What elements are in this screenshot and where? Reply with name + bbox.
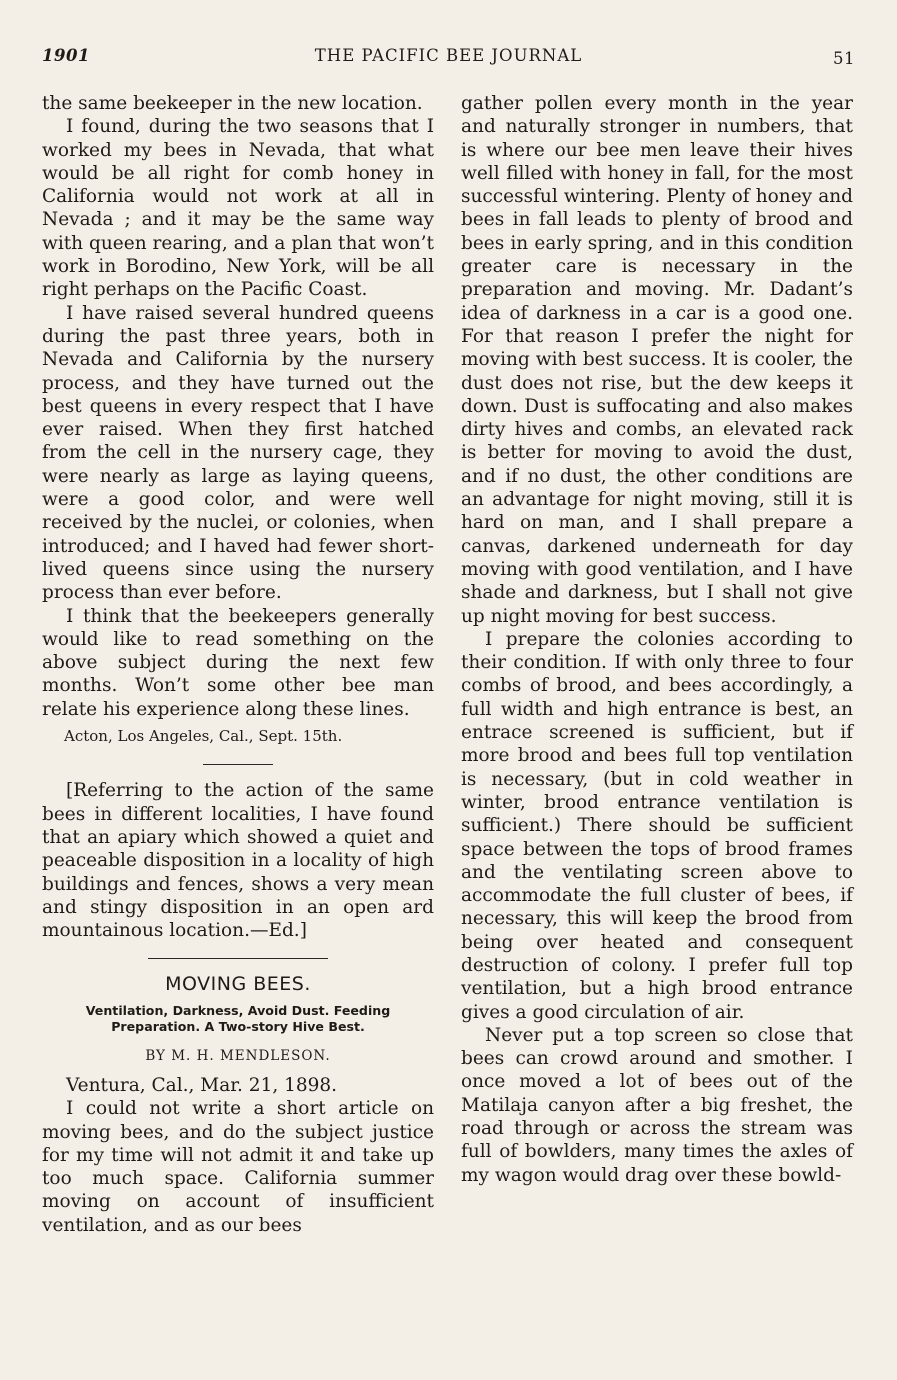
paragraph: I prepare the colonies according to their condition. If with only three to four combs of brood, and bees accordingly, a full width and high entrance is best, an entrace screened is sufficient, but if more brood and bees full top ventilation is necessary, (but in cold weather in winter, brood entrance ventilation is sufficient.) There should be sufficient space between the tops of brood frames and the ventilating screen above to accommodate the full cluster of bees, if necessary, this will keep the brood from being over heated and consequent destruction of colony. I prefer full top ventilation, but a high brood entrance gives a good circulation of air. <box>461 628 853 1023</box>
header-year: 1901 <box>42 46 90 65</box>
right-column <box>461 92 853 1187</box>
running-head <box>42 46 855 70</box>
paragraph: gather pollen every month in the year and naturally stronger in numbers, that is where our bee men leave their hives well filled with honey in fall, for the most successful wintering. Plenty of honey and bees in fall leads to plenty of brood and bees in early spring, and in this condition greater care is necessary in the preparation and moving. Mr. Dadant’s idea of darkness in a car is a good one. For that reason I prefer the night for moving with best success. It is cooler, the dust does not rise, but the dew keeps it down. Dust is suffocating and also makes dirty hives and combs, an elevated rack is better for moving to avoid the dust, and if no dust, the other conditions are an advantage for night moving, still it is hard on man, and I shall prepare a canvas, darkened underneath for day moving with good ventilation, and I have shade and darkness, but I shall not give up night moving for best success. <box>461 93 853 627</box>
article-divider <box>148 958 328 959</box>
article-byline: BY M. H. MENDLESON. <box>145 1047 331 1064</box>
paragraph: Never put a top screen so close that bees can crowd around and smother. I once moved a lot of bees out of the Matilaja canyon after a big freshet, the road through or across the stream was full of bowlders, many times the axles of my wagon would drag over these bowld- <box>461 1024 853 1186</box>
paragraph: I think that the beekeepers generally would like to read something on the above subject during the next few months. Won’t some other bee man relate his experience along these lines. <box>42 605 434 720</box>
letter-signature: Acton, Los Angeles, Cal., Sept. 15th. <box>64 727 343 746</box>
editor-note: [Referring to the action of the same bees in different localities, I have found that an apiary which showed a quiet and peaceable disposition in a locality of high buildings and fences, shows a very mean and stingy disposition in an open ard mountainous location.—Ed.] <box>42 780 434 942</box>
paragraph: I have raised several hundred queens during the past three years, both in Nevada and California by the nursery process, and they have turned out the best queens in every respect that I have ever raised. When they first hatched from the cell in the nursery cage, they were nearly as large as laying queens, were a good color, and were well received by the nuclei, or colonies, when introduced; and I haved had fewer short-lived queens since using the nursery process than ever before. <box>42 302 434 604</box>
page-number: 51 <box>833 49 855 68</box>
article-subtitle: Ventilation, Darkness, Avoid Dust. Feeding Preparation. A Two-story Hive Best. <box>85 1002 391 1034</box>
paragraph: I found, during the two seasons that I worked my bees in Nevada, that what would be all right for comb honey in California would not work at all in Nevada ; and it may be the same way with queen rearing, and a plan that won’t work in Borodino, New York, will be all right perhaps on the Pacific Coast. <box>42 116 434 301</box>
article-title: MOVING BEES. <box>165 973 311 996</box>
left-column <box>42 92 434 1237</box>
article-dateline: Ventura, Cal., Mar. 21, 1898. <box>66 1074 338 1096</box>
journal-title: THE PACIFIC BEE JOURNAL <box>314 46 583 65</box>
section-divider <box>203 764 273 765</box>
paragraph: the same beekeeper in the new location. <box>42 93 423 114</box>
paragraph: I could not write a short article on moving bees, and do the subject justice for my time will not admit it and take up too much space. California summer moving on account of insufficient ventilation, and as our bees <box>42 1098 434 1236</box>
